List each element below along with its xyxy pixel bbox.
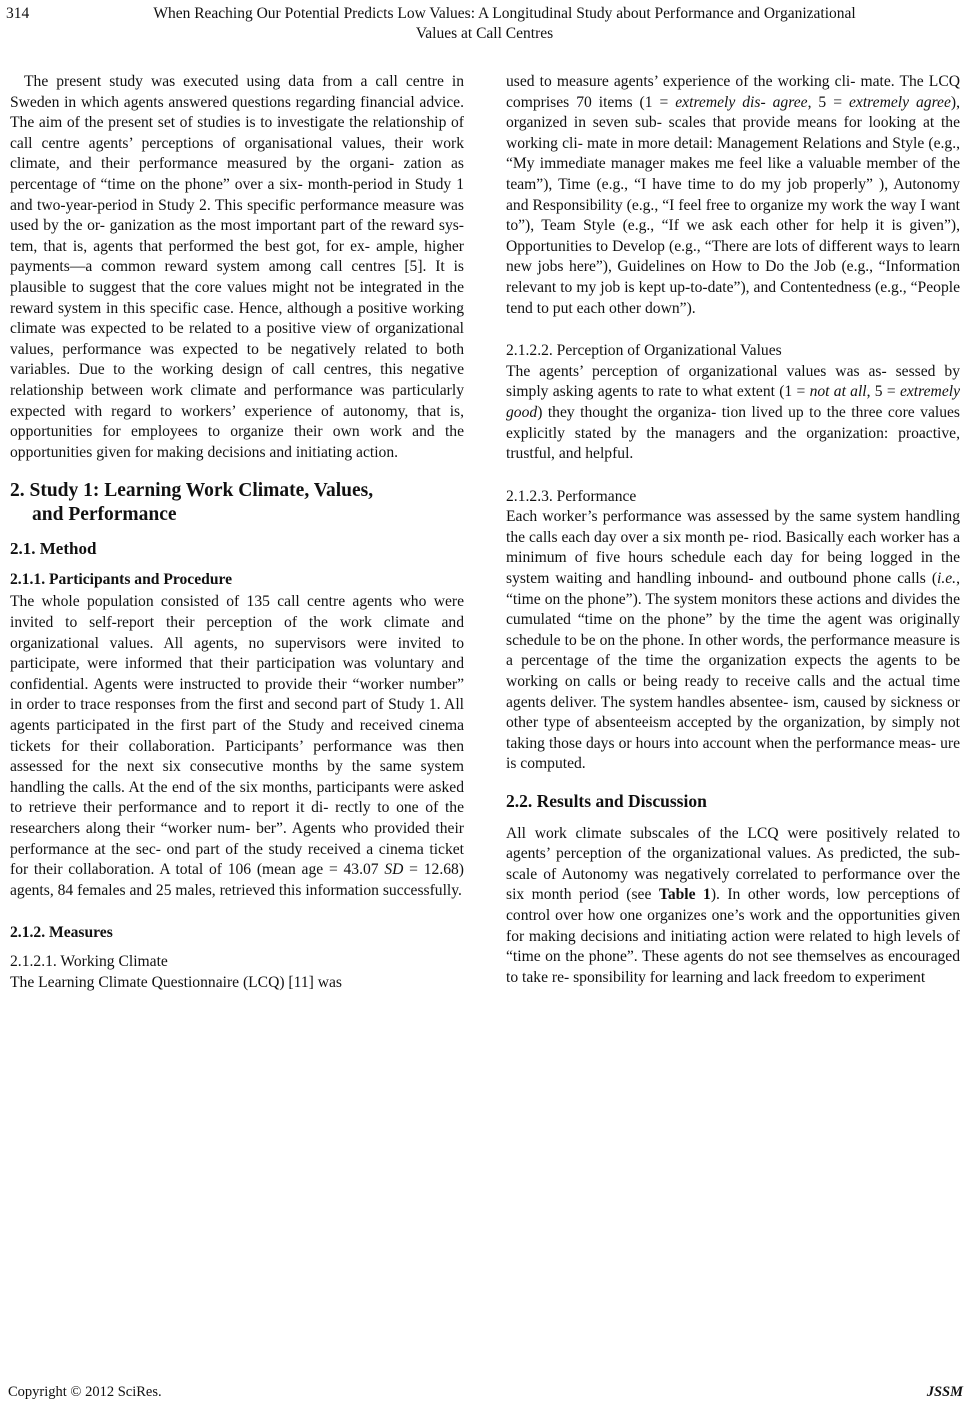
table-1-reference[interactable]: Table 1 (658, 886, 711, 904)
results-text-b: ). In other words, low perceptions of control over how one organizes one’s work and the opportunities given for making decisions and initiating action were related to high levels of “time on the phone”. These agents do not see themselves as encouraged to take re- sponsibility for learning and lack freedom to experiment (506, 886, 960, 986)
lcq-text-c: ), organized in seven sub- scales that provide means for looking at the working cli- mate in more detail: Management Relations and Style (e.g., “My immediate manager makes me feel like a valuable member of the team”), Time (e.g., “I have time to do my job properly” ), Autonomy and Responsibility (e.g., “I feel free to organize my work the way I want to”), Team Style (e.g., “If we ask each other for help it is given”), Opportunities to Develop (e.g., “There are lots of different ways to learn new jobs here”), Guidelines on How to Do the Job (e.g., “Information relevant to my job is kept up-to-date”), and Contentedness (e.g., “People tend to put each other down”). (506, 93, 960, 317)
intro-paragraph: The present study was executed using data from a call centre in Sweden in which agents answered questions regarding financial advice. The aim of the present set of studies is to investigate the relationship of call centre agents’ perceptions of organisational values, their work climate, and their performance measured by the organi- zation as percentage of “time on the phone” over a six- month-period in Study 1 and two-year-period in Study 2. This specific performance measure was used by the or- ganization as the most important part of the reward sys- tem, that is, agents that performed the best got, for ex- ample, higher payments—a common reward system among call centres [5]. It is plausible to suggest that the core values might not be integrated in the reward system in this specific case. Hence, although a positive working climate was expected to be related to a positive view of organizational values, performance was expected to be negatively related to both variables. Due to the working design of call centres, this negative relationship between work climate and performance was particularly expected with regard to workers’ experience of autonomy, that is, opportunities for employees to organize their own work and the opportunities given for making decisions and initiating action. (10, 73, 464, 461)
performance-paragraph (506, 507, 960, 775)
values-em-1: not at all (809, 383, 867, 401)
participants-sd: SD (384, 861, 404, 879)
perf-text-a: Each worker’s performance was assessed by the same system handling the calls each day over a six month pe- riod. Basically each worker has a minimum of five hours schedule each day for being logged in the system waiting and handling inbound- and outbound phone calls ( (506, 508, 960, 588)
subsection-heading-results: 2.2. Results and Discussion (506, 791, 707, 811)
heading-measures: 2.1.2. Measures (10, 924, 113, 942)
lcq-em-2: extremely agree (848, 93, 951, 111)
running-header (0, 4, 969, 44)
lcq-paragraph-start: The Learning Climate Questionnaire (LCQ) [11] was (10, 973, 342, 991)
lcq-text-b: , 5 = (807, 93, 842, 111)
participants-text-a: The whole population consisted of 135 call centre agents who were invited to self-report their perception of the work climate and organizational values. All agents, no supervisors were invited to participate, were informed that their participation was voluntary and confidential. Agents were instructed to provide their “worker number” in order to trace responses from the first and second part of Study 1. All agents participated in the first part of the Study and received cinema tickets for their collaboration. Participants’ performance was then assessed for the next six consecutive months by the same system handling the calls. At the end of the six months, participants were asked to retrieve their performance and to report it di- rectly to one of the researchers along their “worker num- ber”. Agents who provided their performance at the sec- ond part of the study received a cinema ticket for their collaboration. A total of 106 (mean age = 43.07 (10, 593, 464, 879)
right-column (506, 72, 960, 988)
study1-heading-line1: 2. Study 1: Learning Work Climate, Values, (10, 480, 374, 502)
heading-org-values: 2.1.2.2. Perception of Organizational Values (506, 342, 782, 360)
perf-em: i.e. (937, 570, 957, 588)
results-paragraph (506, 824, 960, 989)
study1-heading-line2: and Performance (32, 504, 177, 526)
heading-performance: 2.1.2.3. Performance (506, 487, 637, 505)
heading-working-climate: 2.1.2.1. Working Climate (10, 952, 168, 970)
section-heading-study1 (10, 479, 464, 527)
journal-abbrev: JSSM (926, 1384, 963, 1400)
results-text-a: All work climate subscales of the LCQ were positively related to agents’ perception of the organizational values. As predicted, the sub-scale of Autonomy was negatively correlated to performance over the six month period (see (506, 824, 960, 904)
perf-text-b: , “time on the phone”). The system monitors these actions and divides the cumulated “time on the phone” by the time the agent was originally schedule to be on the phone. In other words, the performance measure is a percentage of the time the organization expects the agents to be working on calls or being ready to receive calls and the actual time agents deliver. The system handles absentee- ism, caused by sickness or other type of absenteeism accepted by the organization, by simply not taking those days or hours into account when the performance meas- ure is computed. (506, 570, 960, 773)
participants-text-b: = 12.68) agents, 84 females and 25 males, retrieved this information successfully. (10, 861, 464, 899)
lcq-paragraph (506, 72, 960, 319)
values-text-b: , 5 = (866, 383, 896, 401)
values-text-c: ) they thought the organiza- tion lived up to the three core values explicitly stated by the managers and the organization: proactive, trustful, and helpful. (506, 403, 960, 463)
page-footer (8, 1384, 963, 1401)
values-paragraph (506, 362, 960, 465)
header-title-line1: When Reaching Our Potential Predicts Low Values: A Longitudinal Study about Performance and Organizational (153, 5, 856, 22)
values-em-2: extremely good (506, 383, 960, 421)
heading-participants: 2.1.1. Participants and Procedure (10, 570, 233, 588)
lcq-em-1: extremely dis- agree (675, 93, 808, 111)
page-number: 314 (6, 5, 30, 22)
left-column (10, 72, 464, 993)
subsection-heading-method: 2.1. Method (10, 539, 97, 559)
values-text-a: The agents’ perception of organizational values was as- sessed by simply asking agents to rate to what extent (1 = (506, 362, 960, 401)
header-title-line2: Values at Call Centres (415, 25, 554, 42)
participants-paragraph (10, 592, 464, 901)
lcq-text-a: used to measure agents’ experience of the working cli- mate. The LCQ comprises 70 items (1 = (506, 73, 960, 111)
copyright-text: Copyright © 2012 SciRes. (8, 1384, 162, 1400)
